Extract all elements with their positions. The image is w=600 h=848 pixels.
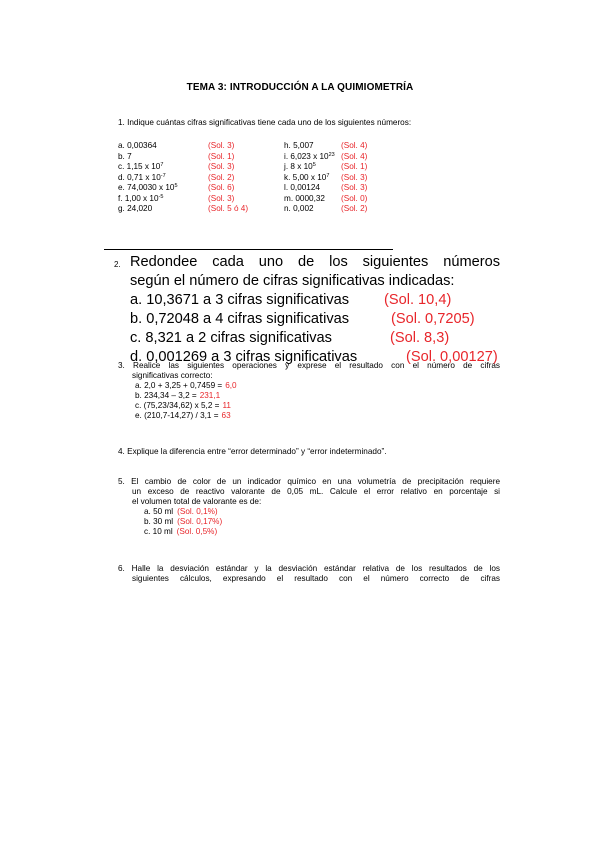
q1-exponent: 5 [174, 183, 178, 189]
q1-number [284, 204, 314, 213]
q1-exponent: -5 [158, 193, 164, 200]
q5-item-text: a. 50 ml [144, 507, 174, 516]
q1-row [118, 194, 418, 205]
q1-solution: (Sol. 1) [341, 162, 368, 171]
q1-row [118, 162, 418, 173]
q3-operation-result: 231,1 [199, 391, 221, 400]
question-2-line-1 [114, 253, 500, 272]
q1-number-text: m. 0000,32 [284, 193, 325, 203]
q3-operation [135, 411, 500, 421]
q2-item-text: c. 8,321 a 2 cifras significativas [130, 330, 332, 346]
q5-item-text: b. 30 ml [144, 517, 174, 526]
q2-item-solution: (Sol. 10,4) [384, 292, 452, 308]
q2-item-text: b. 0,72048 a 4 cifras significativas [130, 311, 350, 327]
q1-number [284, 194, 325, 203]
q2-item [130, 291, 500, 310]
question-5-line-1: 5. El cambio de color de un indicador químico en una volumetría de precipitación requiere [118, 477, 500, 486]
question-2-number: 2. [114, 260, 121, 269]
q2-item-solution: (Sol. 8,3) [390, 330, 450, 346]
q1-row [118, 141, 418, 152]
q1-number-text: c. 1,15 x 10 [118, 162, 161, 171]
q5-item-text: c. 10 ml [144, 527, 173, 536]
q1-row [118, 173, 418, 184]
q1-exponent: -7 [160, 172, 166, 179]
divider-line [104, 249, 393, 250]
q1-solution: (Sol. 0) [341, 193, 368, 203]
q2-item-solution: (Sol. 0,7205) [391, 311, 475, 327]
question-5-line-3: el volumen total de valorante es de: [132, 497, 262, 506]
q2-item [130, 329, 500, 348]
q5-item [144, 517, 500, 527]
q1-number-text: l. 0,00124 [284, 183, 320, 192]
q1-number-text: f. 1,00 x 10 [118, 193, 159, 203]
q3-operation-text: a. 2,0 + 3,25 + 0,7459 = [135, 381, 223, 390]
q5-item-solution: (Sol. 0,1%) [177, 507, 218, 516]
q1-number [118, 152, 132, 161]
q3-operation-text: e. (210,7-14,27) / 3,1 = [135, 411, 219, 420]
q5-item-solution: (Sol. 0,17%) [177, 517, 223, 526]
q1-number-text: h. 5,007 [284, 141, 314, 150]
q2-item [130, 310, 500, 329]
q1-solution: (Sol. 5 ó 4) [208, 204, 249, 213]
q1-solution: (Sol. 3) [341, 183, 368, 192]
q1-solution: (Sol. 3) [208, 193, 235, 203]
q1-number [284, 183, 320, 192]
question-5 [118, 477, 500, 537]
question-2 [114, 253, 500, 367]
q1-row [118, 183, 418, 194]
q1-solution: (Sol. 6) [208, 183, 235, 192]
question-2-items [114, 291, 500, 367]
question-3-line-2: significativas correcto: [132, 371, 213, 380]
q3-operation-result: 11 [222, 401, 231, 410]
q1-number-text: i. 6,023 x 10 [284, 151, 329, 161]
question-6 [118, 564, 500, 584]
q3-operation [135, 401, 500, 411]
q5-item [144, 507, 500, 517]
q3-operation [135, 391, 500, 401]
q1-exponent: 7 [160, 162, 164, 168]
q1-number-text: b. 7 [118, 151, 132, 161]
q1-solution: (Sol. 3) [341, 172, 368, 182]
q1-solution: (Sol. 2) [341, 204, 368, 213]
q3-operation-text: b. 234,34 – 3,2 = [135, 391, 197, 400]
q1-number-text: g. 24,020 [118, 204, 153, 213]
question-6-line-2: siguientes cálculos, expresando el resultado con el número correcto de cifras [132, 574, 500, 583]
q3-operation [135, 381, 500, 391]
q1-number [118, 183, 178, 192]
question-1-text: 1. Indique cuántas cifras significativas tiene cada uno de los siguientes números: [118, 118, 412, 127]
q1-exponent: 23 [328, 151, 335, 158]
q1-solution: (Sol. 4) [341, 141, 368, 150]
question-5-line-2: un exceso de reactivo valorante de 0,05 mL. Calcule el error relativo en porcentaje si [132, 487, 500, 496]
q2-item-text: d. 0,001269 a 3 cifras significativas [130, 349, 358, 365]
question-3-operations [118, 381, 500, 421]
q5-item-solution: (Sol. 0,5%) [176, 527, 218, 536]
q1-number [118, 141, 157, 150]
q1-number [284, 162, 316, 171]
question-3 [118, 361, 500, 421]
q1-number [284, 141, 314, 150]
q1-solution: (Sol. 2) [208, 172, 235, 182]
question-2-text-1: Redondee cada uno de los siguientes números [130, 254, 500, 270]
q1-number-text: n. 0,002 [284, 204, 314, 213]
page-title: TEMA 3: INTRODUCCIÓN A LA QUIMIOMETRÍA [186, 82, 414, 93]
q1-number [284, 152, 335, 161]
q1-number [118, 204, 152, 213]
q2-item-solution: (Sol. 0,00127) [406, 349, 498, 365]
q2-item-text: a. 10,3671 a 3 cifras significativas [130, 292, 350, 308]
question-2-text-2: según el número de cifras significativas indicadas: [130, 273, 455, 289]
question-1-grid [118, 141, 418, 215]
q1-number-text: j. 8 x 10 [284, 162, 313, 171]
q3-operation-result: 6,0 [225, 381, 237, 390]
question-4-text: 4. Explique la diferencia entre “error determinado” y “error indeterminado”. [118, 447, 387, 456]
q1-number-text: d. 0,71 x 10 [118, 172, 161, 182]
q1-solution: (Sol. 3) [208, 162, 235, 171]
q1-number-text: e. 74,0030 x 10 [118, 183, 175, 192]
q1-row [118, 204, 418, 215]
q1-solution: (Sol. 1) [208, 151, 235, 161]
question-5-items [118, 507, 500, 537]
q1-number [118, 194, 163, 203]
q1-number [118, 173, 166, 182]
q5-item [144, 527, 500, 537]
q1-number [118, 162, 163, 171]
q1-exponent: 7 [326, 172, 330, 179]
q3-operation-text: c. (75,23/34,62) x 5,2 = [135, 401, 220, 410]
q1-number [284, 173, 329, 182]
q1-row [118, 152, 418, 163]
q3-operation-result: 63 [221, 411, 231, 420]
q1-number-text: a. 0,00364 [118, 141, 157, 150]
q1-number-text: k. 5,00 x 10 [284, 172, 327, 182]
q1-solution: (Sol. 4) [341, 151, 368, 161]
q1-exponent: 5 [312, 162, 316, 168]
question-6-line-1: 6. Halle la desviación estándar y la desviación estándar relativa de los resultados de los [118, 564, 500, 573]
q1-solution: (Sol. 3) [208, 141, 235, 150]
question-3-line-1: 3. Realice las siguientes operaciones y exprese el resultado con el número de cifras [118, 361, 500, 370]
